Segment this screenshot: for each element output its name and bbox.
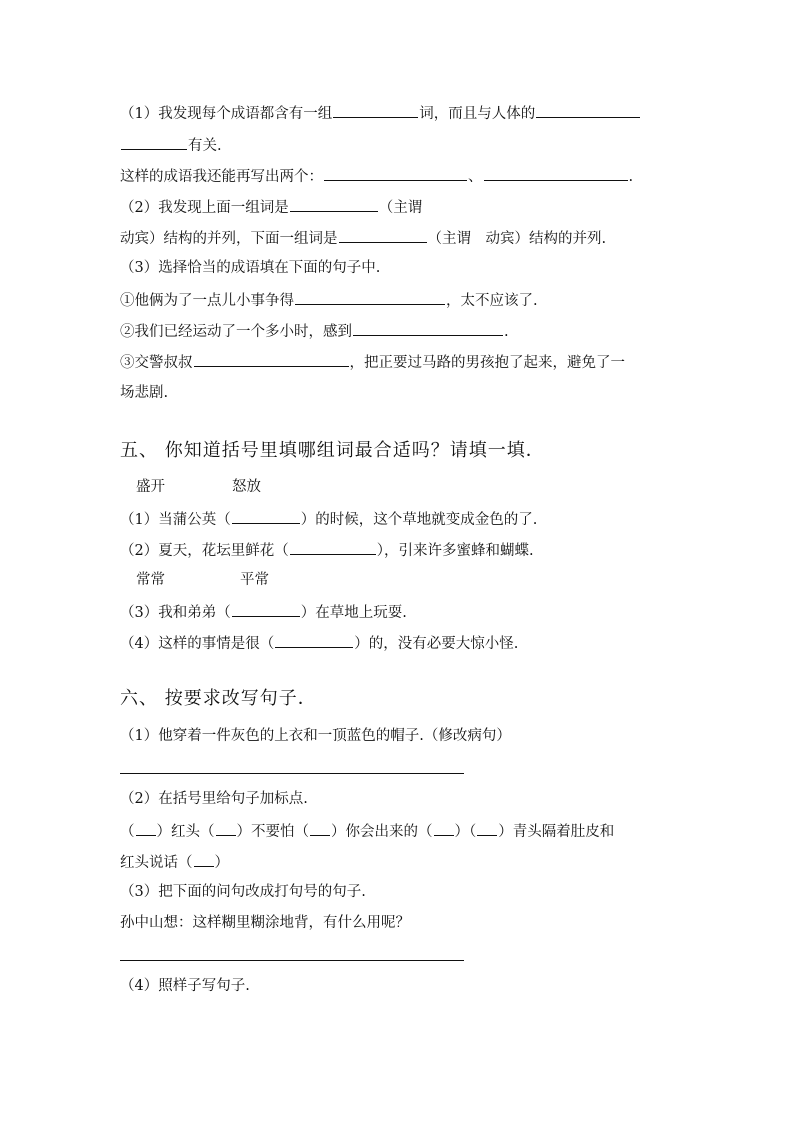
answer-blank[interactable] <box>295 289 445 305</box>
answer-line[interactable] <box>120 960 464 961</box>
p6-q3-text: 孙中山想：这样糊里糊涂地背，有什么用呢？ <box>120 915 410 931</box>
p6-q3: （3）把下面的问句改成打句号的句子. <box>120 884 366 900</box>
p4-line5: 动宾）结构的并列，下面一组词是 （主谓 动宾）结构的并列. <box>120 227 606 249</box>
p4-line3: 这样的成语我还能再写出两个： 、 . <box>120 165 633 187</box>
p5-q4: （4）这样的事情是很（ ）的，没有必要大惊小怪. <box>120 632 518 654</box>
p6-q2-sentence: （ ）红头（ ）不要怕（ ）你会出来的（ ）（ ）青头隔着肚皮和 <box>120 820 614 842</box>
p5-q1: （1）当蒲公英（ ）的时候，这个草地就变成金色的了. <box>120 508 537 530</box>
p4-line8: ②我们已经运动了一个多小时，感到 . <box>120 320 509 342</box>
punct-blank[interactable] <box>194 851 214 867</box>
answer-line[interactable] <box>120 773 464 774</box>
punct-blank[interactable] <box>136 820 156 836</box>
p6-q4: （4）照样子写句子. <box>120 978 250 994</box>
p4-line10: 场悲剧. <box>120 385 169 401</box>
answer-blank[interactable] <box>536 102 640 118</box>
p4-line2: 有关. <box>120 134 222 156</box>
p4-line9: ③交警叔叔 ，把正要过马路的男孩抱了起来，避免了一 <box>120 351 625 373</box>
p5-q3: （3）我和弟弟（ ）在草地上玩耍. <box>120 601 407 623</box>
word-option: 常常 <box>136 572 165 588</box>
p6-q2-sentence-cont: 红头说话（ ） <box>120 851 229 873</box>
answer-blank[interactable] <box>290 539 376 555</box>
punct-blank[interactable] <box>216 820 236 836</box>
answer-blank[interactable] <box>290 196 378 212</box>
answer-blank[interactable] <box>232 601 300 617</box>
section5-heading: 五、 你知道括号里填哪组词最合适吗？请填一填． <box>120 440 545 461</box>
word-option: 盛开 <box>136 479 165 495</box>
answer-blank[interactable] <box>484 165 628 181</box>
p6-q2: （2）在括号里给句子加标点. <box>120 791 308 807</box>
answer-blank[interactable] <box>339 227 427 243</box>
answer-blank[interactable] <box>121 134 187 150</box>
answer-blank[interactable] <box>232 508 300 524</box>
p4-line4: （2）我发现上面一组词是 （主谓 <box>120 196 422 218</box>
answer-blank[interactable] <box>353 320 503 336</box>
punct-blank[interactable] <box>434 820 454 836</box>
p5-q2: （2）夏天，花坛里鲜花（ ），引来许多蜜蜂和蝴蝶. <box>120 539 534 561</box>
section6-heading: 六、 按要求改写句子． <box>120 688 317 709</box>
punct-blank[interactable] <box>310 820 330 836</box>
answer-blank[interactable] <box>275 632 353 648</box>
word-option: 怒放 <box>232 479 261 495</box>
answer-blank[interactable] <box>324 165 467 181</box>
punct-blank[interactable] <box>477 820 497 836</box>
word-option: 平常 <box>240 572 269 588</box>
p4-line6: （3）选择恰当的成语填在下面的句子中. <box>120 260 381 276</box>
p4-line1: （1）我发现每个成语都含有一组 词，而且与人体的 <box>120 102 641 124</box>
p6-q1: （1）他穿着一件灰色的上衣和一顶蓝色的帽子.（修改病句） <box>120 728 511 744</box>
answer-blank[interactable] <box>333 102 418 118</box>
p4-line7: ①他俩为了一点儿小事争得 ，太不应该了. <box>120 289 538 311</box>
answer-blank[interactable] <box>194 351 349 367</box>
